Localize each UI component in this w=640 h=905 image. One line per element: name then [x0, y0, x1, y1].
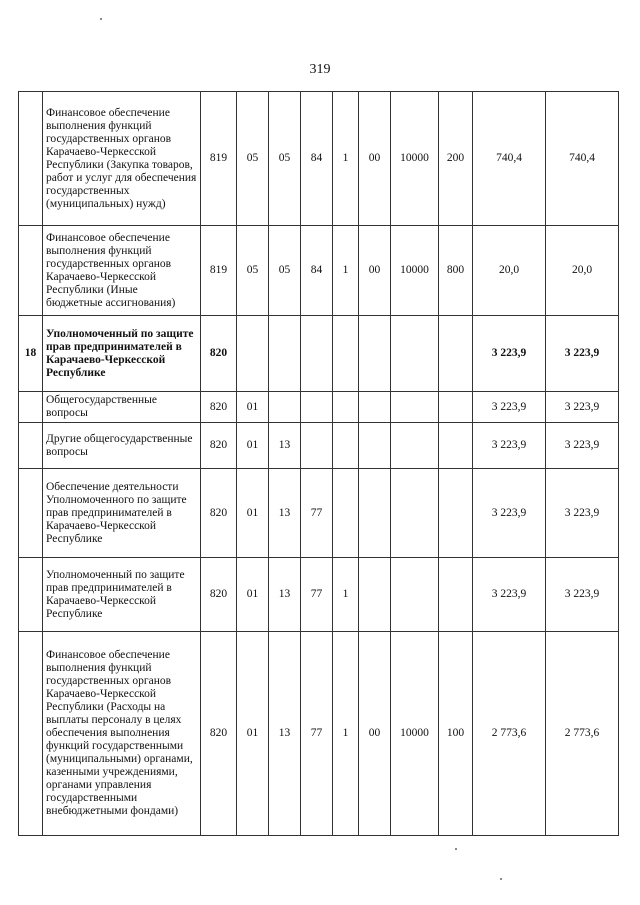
csr-part1-cell: [301, 392, 333, 423]
table-row: [19, 558, 619, 632]
sum1-cell: 3 223,9: [473, 423, 546, 469]
pr-cell: 05: [269, 92, 301, 226]
table-row: [19, 423, 619, 469]
table-row: [19, 392, 619, 423]
ved-cell: 820: [201, 392, 237, 423]
table-row: [19, 92, 619, 226]
csr-part4-cell: 10000: [391, 632, 439, 836]
csr-part1-cell: 77: [301, 632, 333, 836]
row-name-cell: Уполномоченный по защите прав предпринимателей в Карачаево-Черкесской Республике: [43, 558, 201, 632]
sum1-cell: 2 773,6: [473, 632, 546, 836]
csr-part3-cell: [359, 469, 391, 558]
csr-part3-cell: 00: [359, 632, 391, 836]
csr-part2-cell: [333, 316, 359, 392]
vr-cell: [439, 423, 473, 469]
vr-cell: 100: [439, 632, 473, 836]
row-number-cell: [19, 392, 43, 423]
csr-part1-cell: 84: [301, 226, 333, 316]
table-row: [19, 469, 619, 558]
row-number-cell: [19, 423, 43, 469]
sum2-cell: 3 223,9: [546, 423, 619, 469]
pr-cell: 13: [269, 469, 301, 558]
csr-part1-cell: 77: [301, 558, 333, 632]
pr-cell: 13: [269, 632, 301, 836]
row-name-cell: Обеспечение деятельности Уполномоченного по защите прав предпринимателей в Карачаево-Черкесской Республике: [43, 469, 201, 558]
sum1-cell: 740,4: [473, 92, 546, 226]
csr-part3-cell: 00: [359, 92, 391, 226]
csr-part3-cell: [359, 316, 391, 392]
csr-part4-cell: 10000: [391, 92, 439, 226]
table-row: [19, 226, 619, 316]
pr-cell: [269, 392, 301, 423]
csr-part1-cell: 77: [301, 469, 333, 558]
csr-part4-cell: [391, 469, 439, 558]
pr-cell: [269, 316, 301, 392]
csr-part2-cell: 1: [333, 558, 359, 632]
sum2-cell: 3 223,9: [546, 558, 619, 632]
row-name-cell: Другие общегосударственные вопросы: [43, 423, 201, 469]
table-row: [19, 316, 619, 392]
csr-part1-cell: 84: [301, 92, 333, 226]
pr-cell: 05: [269, 226, 301, 316]
csr-part4-cell: [391, 558, 439, 632]
vr-cell: [439, 316, 473, 392]
rz-cell: 05: [237, 92, 269, 226]
budget-table: [18, 91, 619, 836]
row-name-cell: Финансовое обеспечение выполнения функций государственных органов Карачаево-Черкесской Республики (Иные бюджетные ассигнования): [43, 226, 201, 316]
row-name-cell: Общегосударственные вопросы: [43, 392, 201, 423]
csr-part3-cell: [359, 558, 391, 632]
csr-part1-cell: [301, 423, 333, 469]
ved-cell: 820: [201, 316, 237, 392]
scan-speck: [455, 848, 457, 850]
scan-speck: [500, 878, 502, 880]
row-number-cell: [19, 226, 43, 316]
rz-cell: 01: [237, 632, 269, 836]
csr-part2-cell: 1: [333, 632, 359, 836]
ved-cell: 819: [201, 226, 237, 316]
ved-cell: 819: [201, 92, 237, 226]
scan-speck: [100, 18, 102, 20]
pr-cell: 13: [269, 423, 301, 469]
csr-part4-cell: [391, 316, 439, 392]
csr-part4-cell: [391, 392, 439, 423]
table-row: [19, 632, 619, 836]
sum2-cell: 3 223,9: [546, 392, 619, 423]
page-number: 319: [309, 62, 331, 77]
sum1-cell: 3 223,9: [473, 316, 546, 392]
sum2-cell: 20,0: [546, 226, 619, 316]
ved-cell: 820: [201, 423, 237, 469]
vr-cell: 200: [439, 92, 473, 226]
rz-cell: 01: [237, 423, 269, 469]
row-name-cell: Финансовое обеспечение выполнения функций государственных органов Карачаево-Черкесской Республики (Расходы на выплаты персоналу в целях обеспечения выполнения функций государственными (муниципальными) органами, казенными учреждениями, органами управления государственными внебюджетными фондами): [43, 632, 201, 836]
row-number-cell: [19, 632, 43, 836]
csr-part2-cell: 1: [333, 92, 359, 226]
sum2-cell: 3 223,9: [546, 469, 619, 558]
csr-part2-cell: [333, 392, 359, 423]
row-number-cell: [19, 558, 43, 632]
csr-part4-cell: 10000: [391, 226, 439, 316]
csr-part2-cell: [333, 469, 359, 558]
rz-cell: 01: [237, 558, 269, 632]
vr-cell: [439, 392, 473, 423]
rz-cell: 01: [237, 469, 269, 558]
csr-part4-cell: [391, 423, 439, 469]
csr-part2-cell: 1: [333, 226, 359, 316]
csr-part2-cell: [333, 423, 359, 469]
sum1-cell: 20,0: [473, 226, 546, 316]
rz-cell: 05: [237, 226, 269, 316]
vr-cell: [439, 558, 473, 632]
sum2-cell: 740,4: [546, 92, 619, 226]
row-number-cell: [19, 92, 43, 226]
csr-part1-cell: [301, 316, 333, 392]
ved-cell: 820: [201, 469, 237, 558]
vr-cell: [439, 469, 473, 558]
csr-part3-cell: 00: [359, 226, 391, 316]
row-name-cell: Уполномоченный по защите прав предпринимателей в Карачаево-Черкесской Республике: [43, 316, 201, 392]
ved-cell: 820: [201, 558, 237, 632]
csr-part3-cell: [359, 423, 391, 469]
sum1-cell: 3 223,9: [473, 392, 546, 423]
rz-cell: 01: [237, 392, 269, 423]
csr-part3-cell: [359, 392, 391, 423]
sum1-cell: 3 223,9: [473, 558, 546, 632]
sum2-cell: 3 223,9: [546, 316, 619, 392]
row-number-cell: 18: [19, 316, 43, 392]
sum2-cell: 2 773,6: [546, 632, 619, 836]
pr-cell: 13: [269, 558, 301, 632]
row-number-cell: [19, 469, 43, 558]
ved-cell: 820: [201, 632, 237, 836]
vr-cell: 800: [439, 226, 473, 316]
row-name-cell: Финансовое обеспечение выполнения функций государственных органов Карачаево-Черкесской Республики (Закупка товаров, работ и услуг для обеспечения государственных (муниципальных) нужд): [43, 92, 201, 226]
rz-cell: [237, 316, 269, 392]
sum1-cell: 3 223,9: [473, 469, 546, 558]
